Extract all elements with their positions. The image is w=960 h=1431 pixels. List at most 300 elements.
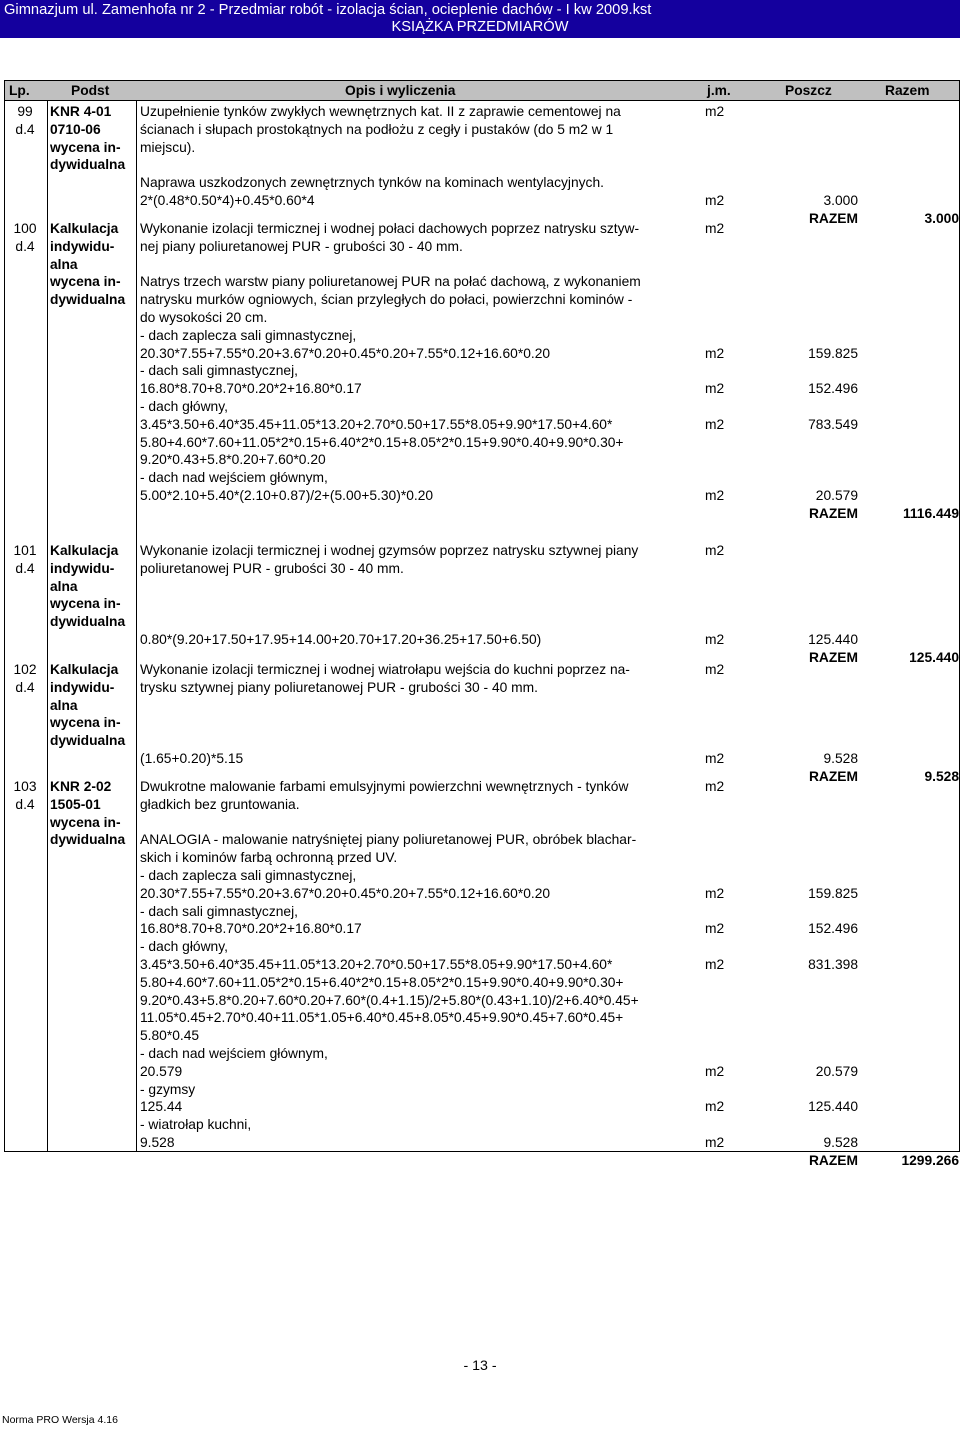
total-cell [863, 256, 959, 274]
description-line: 9.20*0.43+5.8*0.20+7.60*0.20+7.60*(0.4+1.15)/2+5.80*(0.43+1.10)/2+6.40*0.45+ [140, 992, 639, 1008]
description-line [140, 595, 692, 613]
total-cell [863, 291, 959, 309]
total-cell [863, 1009, 959, 1027]
quantity-cell [742, 992, 858, 1010]
quantity-cell: 152.496 [808, 381, 858, 397]
item-basis-line: indywidu- [50, 560, 115, 576]
unit-cell [705, 679, 741, 697]
description-line: trysku sztywnej piany poliuretanowej PUR - grubości 30 - 40 mm. [140, 679, 538, 695]
item-total [863, 220, 959, 523]
unit-cell: m2 [705, 921, 725, 937]
unit-cell: m2 [705, 1063, 725, 1079]
total-cell [863, 345, 959, 363]
quantity-cell [742, 542, 858, 560]
quantity-cell [742, 778, 858, 796]
unit-cell [705, 1116, 741, 1134]
unit-cell [705, 156, 741, 174]
total-cell [863, 679, 959, 697]
item-basis-line: alna [50, 256, 78, 272]
total-cell [863, 139, 959, 157]
total-cell [863, 1081, 959, 1099]
description-line: - dach sali gimnastycznej, [140, 363, 298, 379]
item-basis [50, 661, 140, 750]
total-cell [863, 920, 959, 938]
quantity-cell [742, 1116, 858, 1134]
description-line [140, 156, 692, 174]
unit-cell [705, 796, 741, 814]
unit-cell [705, 327, 741, 345]
total-cell [863, 451, 959, 469]
quantity-cell [742, 139, 858, 157]
description-line: - dach zaplecza sali gimnastycznej, [140, 867, 357, 883]
item-total [863, 103, 959, 228]
item-description [140, 220, 692, 523]
item-total [863, 778, 959, 1170]
unit-cell [705, 1152, 741, 1170]
description-line: 2*(0.48*0.50*4)+0.45*0.60*4 [140, 192, 315, 208]
unit-cell [705, 992, 741, 1010]
total-cell [863, 938, 959, 956]
quantity-cell [742, 238, 858, 256]
item-basis-line: Kalkulacja [50, 221, 119, 236]
item-description [140, 103, 692, 228]
total-cell [863, 578, 959, 596]
quantity-cell [742, 256, 858, 274]
unit-cell: m2 [705, 192, 725, 208]
unit-cell [705, 469, 741, 487]
quantity-cell [742, 938, 858, 956]
col-jm: j.m. [707, 83, 731, 98]
unit-cell [705, 1009, 741, 1027]
total-cell [863, 778, 959, 796]
item-number-line: d.4 [15, 796, 35, 812]
total-cell [863, 732, 959, 750]
item-quantity [742, 661, 858, 786]
total-cell [863, 750, 959, 768]
description-line: gładkich bez gruntowania. [140, 796, 300, 812]
total-cell: 1299.266 [901, 1152, 959, 1168]
description-line: - dach główny, [140, 398, 228, 414]
total-cell: 9.528 [924, 768, 959, 784]
total-cell [863, 903, 959, 921]
item-basis-line: dywidualna [50, 733, 126, 749]
item-total [863, 661, 959, 786]
unit-cell [705, 174, 741, 192]
table-row [5, 103, 959, 228]
quantity-cell [742, 451, 858, 469]
description-line: Naprawa uszkodzonych zewnętrznych tynków na kominach wentylacyjnych. [140, 175, 604, 191]
description-line: Natrys trzech warstw piany poliuretanowej PUR na połać dachową, z wykonaniem [140, 274, 641, 290]
total-cell [863, 273, 959, 291]
total-cell [863, 831, 959, 849]
quantity-cell [742, 469, 858, 487]
quantity-cell [742, 831, 858, 849]
razem-label: RAZEM [808, 1152, 858, 1168]
item-number-line: 101 [13, 543, 37, 558]
quantity-cell [742, 327, 858, 345]
item-description [140, 661, 692, 786]
description-line: 9.528 [140, 1134, 175, 1150]
total-cell [863, 1134, 959, 1152]
description-line: Wykonanie izolacji termicznej i wodnej połaci dachowych poprzez natrysku sztyw- [140, 221, 640, 236]
description-line: Dwukrotne malowanie farbami emulsyjnymi powierzchni wewnętrznych - tynków [140, 779, 629, 794]
quantity-cell [742, 174, 858, 192]
total-cell: 1116.449 [902, 505, 959, 521]
unit-cell [705, 505, 741, 523]
quantity-cell [742, 434, 858, 452]
table-row [5, 542, 959, 667]
item-basis-line: wycena in- [50, 814, 121, 830]
description-line: skich i kominów farbą ochronną przed UV. [140, 850, 398, 866]
table-row [5, 220, 959, 523]
total-cell [863, 542, 959, 560]
total-cell [863, 1063, 959, 1081]
total-cell [863, 661, 959, 679]
total-cell [863, 1027, 959, 1045]
item-basis-line: alna [50, 578, 78, 594]
unit-cell: m2 [705, 543, 725, 558]
description-line: 5.80*0.45 [140, 1028, 200, 1044]
total-cell [863, 796, 959, 814]
description-line: 16.80*8.70+8.70*0.20*2+16.80*0.17 [140, 381, 362, 397]
quantity-cell [742, 578, 858, 596]
description-line: - dach zaplecza sali gimnastycznej, [140, 327, 357, 343]
item-unit [705, 542, 741, 667]
unit-cell: m2 [705, 956, 725, 972]
quantity-cell [742, 291, 858, 309]
total-cell [863, 434, 959, 452]
item-basis-line: Kalkulacja [50, 662, 119, 677]
quantity-cell [742, 595, 858, 613]
item-basis-line: dywidualna [50, 292, 126, 308]
item-basis [50, 542, 140, 631]
total-cell: 3.000 [924, 210, 959, 226]
unit-cell [705, 273, 741, 291]
unit-cell [705, 867, 741, 885]
description-line: miejscu). [140, 139, 196, 155]
quantity-cell [742, 1009, 858, 1027]
quantity-cell [742, 613, 858, 631]
description-line [140, 697, 692, 715]
description-line [140, 1152, 692, 1170]
description-line: 3.45*3.50+6.40*35.45+11.05*13.20+2.70*0.50+17.55*8.05+9.90*17.50+4.60* [140, 956, 613, 972]
quantity-cell [742, 974, 858, 992]
unit-cell [705, 560, 741, 578]
description-line [140, 814, 692, 832]
description-line: 125.44 [140, 1099, 183, 1115]
item-basis-line: Kalkulacja [50, 543, 119, 558]
description-line: - dach nad wejściem głównym, [140, 470, 328, 486]
description-line: 5.00*2.10+5.40*(2.10+0.87)/2+(5.00+5.30)*0.20 [140, 487, 434, 503]
quantity-cell [742, 796, 858, 814]
total-cell [863, 974, 959, 992]
quantity-cell: 152.496 [808, 921, 858, 937]
unit-cell [705, 974, 741, 992]
item-basis [50, 220, 140, 309]
item-basis-line: wycena in- [50, 715, 121, 731]
total-cell [863, 697, 959, 715]
item-number [5, 103, 45, 139]
quantity-cell: 20.579 [815, 1063, 858, 1079]
description-line: 5.80+4.60*7.60+11.05*2*0.15+6.40*2*0.15+8.05*2*0.15+9.90*0.40+9.90*0.30+ [140, 434, 624, 450]
description-line: - gzymsy [140, 1081, 196, 1097]
unit-cell [705, 595, 741, 613]
quantity-cell [742, 309, 858, 327]
unit-cell [705, 121, 741, 139]
quantity-cell [742, 679, 858, 697]
unit-cell [705, 714, 741, 732]
quantity-cell: 125.440 [808, 1099, 858, 1115]
unit-cell [705, 309, 741, 327]
quantity-cell [742, 156, 858, 174]
description-line: Uzupełnienie tynków zwykłych wewnętrznych kat. II z zaprawie cementowej na [140, 104, 621, 119]
unit-cell [705, 291, 741, 309]
unit-cell [705, 578, 741, 596]
total-cell [863, 867, 959, 885]
page-number: - 13 - [463, 1358, 497, 1374]
description-line: nej piany poliuretanowej PUR - grubości 30 - 40 mm. [140, 238, 463, 254]
total-cell [863, 238, 959, 256]
unit-cell [705, 1027, 741, 1045]
description-line: Wykonanie izolacji termicznej i wodnej wiatrołapu wejścia do kuchni poprzez na- [140, 662, 630, 677]
item-basis [50, 778, 140, 849]
total-cell [863, 362, 959, 380]
unit-cell [705, 362, 741, 380]
description-line: ścianach i słupach prostokątnych na podłożu z cegły i pustaków (do 5 m2 w 1 [140, 121, 614, 137]
item-quantity [742, 542, 858, 667]
unit-cell: m2 [705, 750, 725, 766]
item-basis-line: alna [50, 697, 78, 713]
item-quantity [742, 220, 858, 523]
quantity-cell [742, 714, 858, 732]
quantity-cell: 783.549 [808, 416, 858, 432]
total-cell [863, 174, 959, 192]
table-header [5, 81, 959, 101]
description-line: 0.80*(9.20+17.50+17.95+14.00+20.70+17.20+36.25+17.50+6.50) [140, 631, 542, 647]
description-line: 20.30*7.55+7.55*0.20+3.67*0.20+0.45*0.20+7.55*0.12+16.60*0.20 [140, 345, 551, 361]
total-cell [863, 220, 959, 238]
quantity-cell [742, 1045, 858, 1063]
quantity-cell [742, 220, 858, 238]
item-description [140, 778, 692, 1170]
description-line: 11.05*0.45+2.70*0.40+11.05*1.05+6.40*0.45+8.05*0.45+9.90*0.45+7.60*0.45+ [140, 1010, 624, 1026]
quantity-cell [742, 398, 858, 416]
description-line: 3.45*3.50+6.40*35.45+11.05*13.20+2.70*0.50+17.55*8.05+9.90*17.50+4.60* [140, 416, 613, 432]
description-line [140, 578, 692, 596]
item-number [5, 542, 45, 578]
item-number-line: d.4 [15, 679, 35, 695]
item-basis [50, 103, 140, 174]
unit-cell [705, 434, 741, 452]
description-line: 9.20*0.43+5.8*0.20+7.60*0.20 [140, 452, 326, 468]
description-line: 20.579 [140, 1063, 183, 1079]
total-cell [863, 714, 959, 732]
unit-cell [705, 697, 741, 715]
total-cell [863, 992, 959, 1010]
item-unit [705, 103, 741, 228]
item-number-line: d.4 [15, 238, 35, 254]
description-line: natrysku murków ogniowych, ścian przyległych do połaci, powierzchni kominów - [140, 292, 633, 308]
col-podst: Podst [71, 83, 110, 98]
unit-cell [705, 238, 741, 256]
unit-cell [705, 613, 741, 631]
item-number-line: 99 [17, 104, 33, 119]
quantity-cell [742, 121, 858, 139]
footer-version: Norma PRO Wersja 4.16 [2, 1414, 118, 1426]
unit-cell: m2 [705, 631, 725, 647]
item-basis-line: indywidu- [50, 238, 115, 254]
quantity-cell [742, 867, 858, 885]
quantity-cell [742, 1027, 858, 1045]
quantity-cell: 9.528 [823, 750, 858, 766]
unit-cell: m2 [705, 104, 725, 119]
quantity-cell: 20.579 [815, 487, 858, 503]
total-cell [863, 956, 959, 974]
item-description [140, 542, 692, 667]
razem-label: RAZEM [808, 768, 858, 784]
item-total [863, 542, 959, 667]
total-cell [863, 103, 959, 121]
unit-cell: m2 [705, 885, 725, 901]
unit-cell [705, 938, 741, 956]
quantity-cell [742, 1081, 858, 1099]
total-cell: 125.440 [909, 649, 959, 665]
unit-cell [705, 849, 741, 867]
quantity-cell [742, 103, 858, 121]
quantity-cell [742, 362, 858, 380]
col-razem: Razem [885, 83, 930, 98]
quantity-cell [742, 697, 858, 715]
item-number-line: 102 [13, 662, 37, 677]
total-cell [863, 309, 959, 327]
quantity-cell: 125.440 [808, 631, 858, 647]
document-header [0, 0, 960, 38]
unit-cell: m2 [705, 487, 725, 503]
quantity-cell: 3.000 [823, 192, 858, 208]
description-line: - dach nad wejściem głównym, [140, 1045, 328, 1061]
estimate-table [4, 80, 960, 1168]
total-cell [863, 416, 959, 434]
description-line: - dach sali gimnastycznej, [140, 903, 298, 919]
quantity-cell: 9.528 [823, 1134, 858, 1150]
total-cell [863, 631, 959, 649]
quantity-cell [742, 560, 858, 578]
item-unit [705, 661, 741, 786]
table-row [5, 778, 959, 1170]
description-line: poliuretanowej PUR - grubości 30 - 40 mm. [140, 560, 404, 576]
unit-cell [705, 1081, 741, 1099]
total-cell [863, 156, 959, 174]
description-line [140, 714, 692, 732]
description-line: do wysokości 20 cm. [140, 309, 268, 325]
razem-label: RAZEM [808, 505, 858, 521]
item-number [5, 661, 45, 697]
description-line: 5.80+4.60*7.60+11.05*2*0.15+6.40*2*0.15+8.05*2*0.15+9.90*0.40+9.90*0.30+ [140, 974, 624, 990]
total-cell [863, 469, 959, 487]
item-basis-line: wycena in- [50, 139, 121, 155]
total-cell [863, 885, 959, 903]
item-basis-line: wycena in- [50, 274, 121, 290]
item-basis-line: dywidualna [50, 832, 126, 848]
total-cell [863, 192, 959, 210]
item-number-line: d.4 [15, 121, 35, 137]
description-line: (1.65+0.20)*5.15 [140, 750, 244, 766]
quantity-cell [742, 814, 858, 832]
description-line [140, 505, 692, 523]
unit-cell: m2 [705, 662, 725, 677]
unit-cell [705, 814, 741, 832]
total-cell [863, 1098, 959, 1116]
unit-cell [705, 139, 741, 157]
item-number-line: 103 [13, 779, 37, 794]
table-row [5, 661, 959, 786]
item-basis-line: wycena in- [50, 596, 121, 612]
col-lp: Lp. [9, 83, 30, 98]
description-line [140, 732, 692, 750]
total-cell [863, 398, 959, 416]
item-basis-line: dywidualna [50, 157, 126, 173]
unit-cell [705, 451, 741, 469]
total-cell [863, 380, 959, 398]
unit-cell: m2 [705, 221, 725, 236]
quantity-cell [742, 732, 858, 750]
description-line: ANALOGIA - malowanie natryśniętej piany poliuretanowej PUR, obróbek blachar- [140, 832, 637, 848]
item-number-line: 100 [13, 221, 37, 236]
item-number [5, 220, 45, 256]
description-line [140, 613, 692, 631]
description-line: 16.80*8.70+8.70*0.20*2+16.80*0.17 [140, 921, 362, 937]
item-basis-line: KNR 4-01 [50, 104, 112, 119]
unit-cell: m2 [705, 345, 725, 361]
unit-cell: m2 [705, 416, 725, 432]
col-poszcz: Poszcz [785, 83, 832, 98]
item-quantity [742, 103, 858, 228]
total-cell [863, 849, 959, 867]
quantity-cell [742, 273, 858, 291]
description-line: Wykonanie izolacji termicznej i wodnej gzymsów poprzez natrysku sztywnej piany [140, 543, 639, 558]
unit-cell [705, 398, 741, 416]
quantity-cell [742, 849, 858, 867]
item-basis-line: 0710-06 [50, 121, 101, 137]
total-cell [863, 613, 959, 631]
item-basis-line: indywidu- [50, 679, 115, 695]
item-basis-line: 1505-01 [50, 796, 101, 812]
razem-label: RAZEM [808, 649, 858, 665]
total-cell [863, 487, 959, 505]
total-cell [863, 327, 959, 345]
item-unit [705, 220, 741, 523]
total-cell [863, 1116, 959, 1134]
quantity-cell: 159.825 [808, 885, 858, 901]
unit-cell: m2 [705, 1134, 725, 1150]
header-subtitle: KSIĄŻKA PRZEDMIARÓW [391, 19, 569, 35]
item-basis-line: KNR 2-02 [50, 779, 112, 794]
item-number-line: d.4 [15, 560, 35, 576]
description-line [140, 256, 692, 274]
unit-cell [705, 831, 741, 849]
total-cell [863, 814, 959, 832]
description-line: - wiatrołap kuchni, [140, 1117, 252, 1133]
col-opis: Opis i wyliczenia [345, 83, 456, 98]
quantity-cell: 831.398 [808, 956, 858, 972]
item-number [5, 778, 45, 814]
unit-cell [705, 256, 741, 274]
item-quantity [742, 778, 858, 1170]
item-unit [705, 778, 741, 1170]
razem-label: RAZEM [808, 210, 858, 226]
total-cell [863, 1045, 959, 1063]
unit-cell [705, 903, 741, 921]
